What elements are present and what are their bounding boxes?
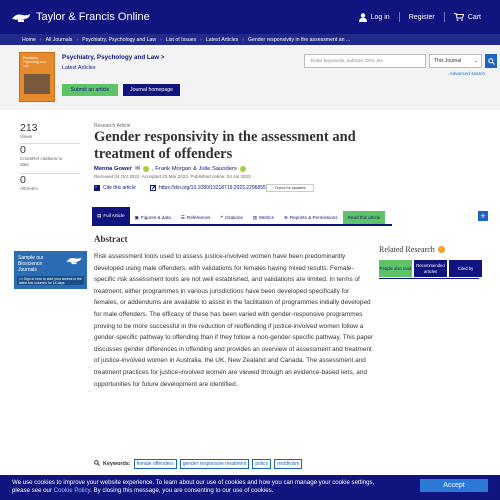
search-scope-select[interactable]	[429, 54, 482, 68]
cart-label: Cart	[467, 13, 481, 21]
related-tabs	[379, 260, 482, 277]
search-input[interactable]: Enter keywords, authors, DOI, etc	[304, 54, 426, 68]
cite-article-link[interactable]	[94, 185, 136, 191]
tab-label: References	[186, 215, 211, 220]
keywords	[94, 459, 302, 469]
journal-cover-title: Psychiatry, Psychology and Law	[23, 56, 46, 68]
related-research-title: Related Research	[379, 245, 435, 254]
tab-full-article[interactable]	[92, 207, 130, 224]
tab-cited-by[interactable]: Cited by	[449, 260, 482, 277]
journal-cover[interactable]	[19, 52, 55, 102]
svg-text:”: ”	[95, 186, 97, 191]
check-updates-label: Check for updates	[274, 186, 306, 190]
bar-chart-icon: ▥	[252, 214, 258, 220]
search-button[interactable]	[485, 54, 497, 68]
plus-icon: +	[480, 211, 486, 221]
tab-citations[interactable]	[215, 211, 247, 224]
check-for-updates-button[interactable]	[266, 184, 314, 192]
article-type: Research Article	[94, 123, 131, 129]
article-title: Gender responsivity in the assessment and treatment of offenders	[94, 129, 356, 162]
altmetric-label: Altmetric	[20, 186, 38, 191]
breadcrumb-all-journals[interactable]: All Journals	[45, 36, 73, 43]
cite-label: Cite this article	[103, 185, 136, 191]
tab-label: Metrics	[259, 215, 274, 220]
cookie-text-line1: We use cookies to improve your website experience. To learn about our use of cookies and how you can manage your cookie settings,	[12, 479, 375, 486]
expand-plus-button[interactable]	[478, 211, 488, 221]
breadcrumb-arrow-icon: ›	[200, 36, 202, 43]
cart-icon	[454, 13, 464, 21]
breadcrumb-home[interactable]: Home	[22, 36, 36, 43]
breadcrumb	[0, 34, 500, 45]
search-icon	[488, 58, 495, 65]
journal-cover-image	[24, 74, 50, 94]
promo-title: Sample our Bioscience Journals	[18, 255, 44, 273]
info-icon[interactable]: i	[438, 246, 445, 253]
promo-cta: >> Sign in here to start your access to the latest two volumes for 14 days	[17, 276, 84, 285]
login-label: Log in	[370, 13, 390, 21]
tab-references[interactable]	[176, 211, 216, 224]
register-link[interactable]	[400, 14, 444, 21]
abstract-text: Risk assessment tools used to assess justice-involved women have been predominantly developed using male offenders, with validations for females having mixed results. Female-specific risk assessment tools are not well established, and validations are limited. In terms of treatment, either programmes in various jurisdictions have been developed specifically for females, or addendums are available to assist in the facilitation of programmes initially developed for male offenders. The efficacy of these has been varied with gender-responsive programmes proving to be more successful in the reduction of reoffending if justice-involved women follow a gender-specific pathway to offending than if they follow a non-gender-specific pathway. This paper discusses gender differences in offending and provides an overview of assessment and treatment of justice-involved women in Australia, the UK, New Zealand and Canada. The assessment and treatment practices for justice-involved women are viewed through an evidence-based lens, and opportunities for future development are identified.	[94, 253, 374, 388]
login-link[interactable]	[350, 13, 399, 22]
document-icon: ▤	[97, 212, 102, 218]
tab-reprints[interactable]	[279, 211, 343, 224]
lock-icon: ⊕	[283, 214, 288, 220]
tab-read-article[interactable]	[343, 211, 386, 224]
crossref-count: 0	[20, 144, 26, 156]
quote-icon	[94, 185, 100, 191]
orcid-icon[interactable]	[240, 166, 246, 172]
journal-banner	[0, 45, 500, 110]
keyword-chip[interactable]: gender responsive treatment	[180, 459, 250, 469]
crossref-metric[interactable]	[20, 144, 70, 168]
crossref-label: CrossRef citations to date	[20, 156, 63, 167]
accept-cookies-button[interactable]: Accept	[420, 479, 488, 492]
image-icon: ▣	[134, 214, 139, 220]
journal-homepage-button[interactable]: Journal homepage	[123, 84, 180, 96]
breadcrumb-latest[interactable]: Latest Articles	[205, 36, 239, 43]
breadcrumb-arrow-icon: ›	[76, 36, 79, 43]
tab-recommended-articles[interactable]: Recommended articles	[414, 260, 447, 277]
altmetric-metric[interactable]	[20, 174, 38, 192]
register-label: Register	[408, 13, 435, 21]
cookie-banner	[0, 475, 500, 500]
keyword-chip[interactable]: policy	[252, 459, 271, 469]
breadcrumb-current: Gender responsivity in the assessment an ...	[247, 36, 351, 43]
list-icon: ☰	[180, 214, 185, 220]
tab-label: Reprints & Permissions	[289, 215, 338, 220]
article-dates: Received 04 Oct 2022, Accepted 23 Mar 2023, Published online: 04 Jul 2023	[94, 174, 251, 179]
advanced-search-link[interactable]: Advanced search	[449, 71, 485, 76]
breadcrumb-arrow-icon: ›	[242, 36, 244, 43]
author-name[interactable]: Menna Gower	[94, 165, 133, 172]
cart-link[interactable]	[445, 13, 490, 21]
doi-value: https://doi.org/10.1080/13218719.2023.2206855	[159, 185, 266, 191]
cookie-text-prefix: please see our	[12, 486, 54, 494]
tab-figures-data[interactable]	[130, 211, 176, 224]
doi-link[interactable]	[150, 185, 266, 191]
brand-name: Taylor & Francis Online	[36, 11, 150, 23]
tab-label: Read this article	[347, 215, 381, 220]
breadcrumb-arrow-icon: ›	[160, 36, 162, 43]
breadcrumb-journal[interactable]: Psychiatry, Psychology and Law	[82, 36, 157, 43]
tab-people-also-read[interactable]: People also read	[379, 260, 412, 277]
abstract-heading: Abstract	[94, 234, 128, 244]
search-icon	[94, 460, 100, 468]
quote-icon: ❝	[220, 214, 223, 220]
lamp-logo-icon	[65, 255, 83, 265]
breadcrumb-issues[interactable]: List of Issues	[165, 36, 197, 43]
bioscience-promo[interactable]	[14, 251, 87, 289]
journal-subtitle[interactable]: Latest Articles	[62, 65, 96, 71]
author-list	[94, 165, 246, 172]
tab-label: Full Article	[103, 213, 125, 218]
keyword-chip[interactable]: female offenders	[134, 459, 177, 469]
altmetric-count: 0	[20, 174, 26, 186]
site-header	[0, 0, 500, 34]
related-tabs-underline	[379, 278, 479, 279]
submit-article-button[interactable]: Submit an article	[62, 84, 118, 96]
chevron-down-icon: ⌄	[473, 58, 478, 64]
lamp-logo-icon	[10, 11, 32, 23]
tab-metrics[interactable]	[248, 211, 279, 224]
tab-label: Citations	[224, 215, 243, 220]
cookie-text-suffix: . By closing this message, you are consenting to our use of cookies.	[90, 486, 274, 494]
article-tabs	[92, 207, 385, 224]
breadcrumb-arrow-icon: ›	[39, 36, 42, 43]
search-scope-value: This Journal	[434, 58, 462, 64]
tab-label: Figures & data	[140, 215, 171, 220]
brand-logo[interactable]	[10, 11, 150, 23]
views-label: Views	[20, 134, 33, 139]
views-metric	[20, 122, 38, 140]
views-count: 213	[20, 122, 38, 134]
envelope-icon[interactable]: ✉	[135, 166, 141, 172]
orcid-icon[interactable]	[143, 166, 149, 172]
related-research-heading	[379, 245, 445, 254]
coauthor-names[interactable]: , Frank Morgan & Julie Saunders	[152, 165, 237, 172]
tabs-underline	[92, 224, 392, 226]
keywords-label: Keywords:	[103, 461, 131, 467]
external-link-icon	[150, 185, 156, 191]
journal-title[interactable]: Psychiatry, Psychology and Law >	[62, 54, 165, 61]
user-icon	[359, 13, 367, 22]
keyword-chip[interactable]: recidivism	[274, 459, 302, 469]
cookie-policy-link[interactable]: Cookie Policy	[53, 486, 91, 494]
